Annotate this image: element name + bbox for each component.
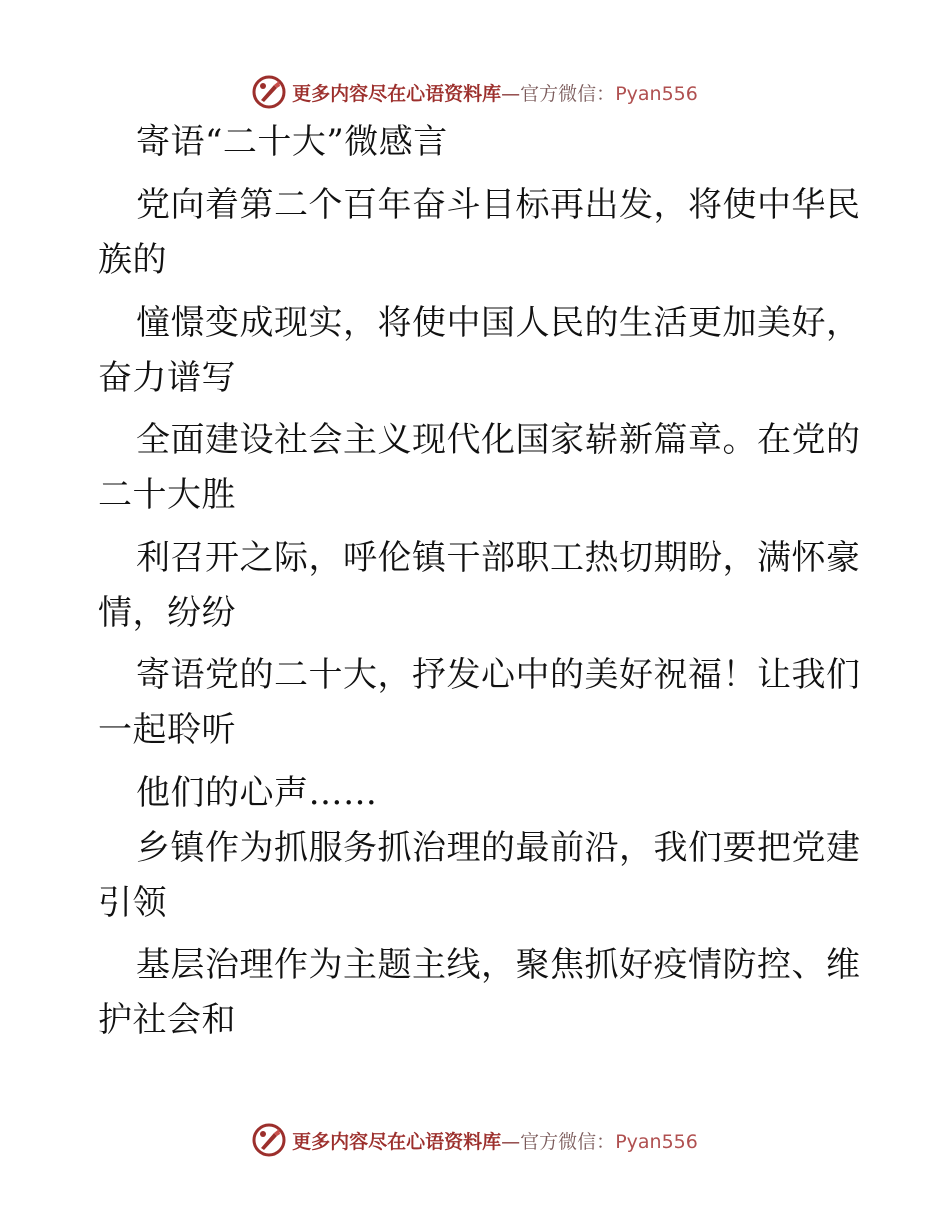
- paragraph-line: 憧憬变成现实，将使中国人民的生活更加美好，: [136, 303, 861, 343]
- paragraph-line: 党向着第二个百年奋斗目标再出发，将使中华民: [136, 185, 861, 225]
- header-separator: —: [501, 82, 521, 105]
- paragraph-line: 全面建设社会主义现代化国家崭新篇章。在党的: [136, 420, 861, 460]
- paragraph-line: 护社会和: [98, 1000, 236, 1040]
- paragraph-line: 他们的心声……: [136, 773, 378, 813]
- footer-wechat-id: Pyan556: [615, 1130, 698, 1153]
- quill-pen-logo-icon: [252, 1123, 286, 1157]
- footer-banner: [0, 1120, 950, 1160]
- footer-wechat-label: 官方微信：: [520, 1130, 616, 1153]
- paragraph-line: 一起聆听: [98, 710, 236, 750]
- paragraph-line: 乡镇作为抓服务抓治理的最前沿，我们要把党建: [136, 828, 861, 868]
- quill-pen-logo-icon: [252, 75, 286, 109]
- paragraph-line: 奋力谱写: [98, 358, 236, 398]
- paragraph-line: 利召开之际，呼伦镇干部职工热切期盼，满怀豪: [136, 538, 861, 578]
- header-wechat-id: Pyan556: [615, 82, 698, 105]
- paragraph-line: 基层治理作为主题主线，聚焦抓好疫情防控、维: [136, 945, 861, 985]
- header-brand-text: 更多内容尽在心语资料库: [292, 82, 502, 105]
- header-banner: [0, 72, 950, 112]
- header-wechat-label: 官方微信：: [520, 82, 616, 105]
- paragraph-line: 情，纷纷: [98, 593, 236, 633]
- footer-separator: —: [501, 1130, 521, 1153]
- paragraph-line: 族的: [98, 240, 167, 280]
- paragraph-line: 引领: [98, 883, 167, 923]
- paragraph-line: 寄语党的二十大，抒发心中的美好祝福！让我们: [136, 655, 861, 695]
- footer-brand-text: 更多内容尽在心语资料库: [292, 1130, 502, 1153]
- document-title: 寄语“二十大”微感言: [136, 122, 448, 162]
- paragraph-line: 二十大胜: [98, 475, 236, 515]
